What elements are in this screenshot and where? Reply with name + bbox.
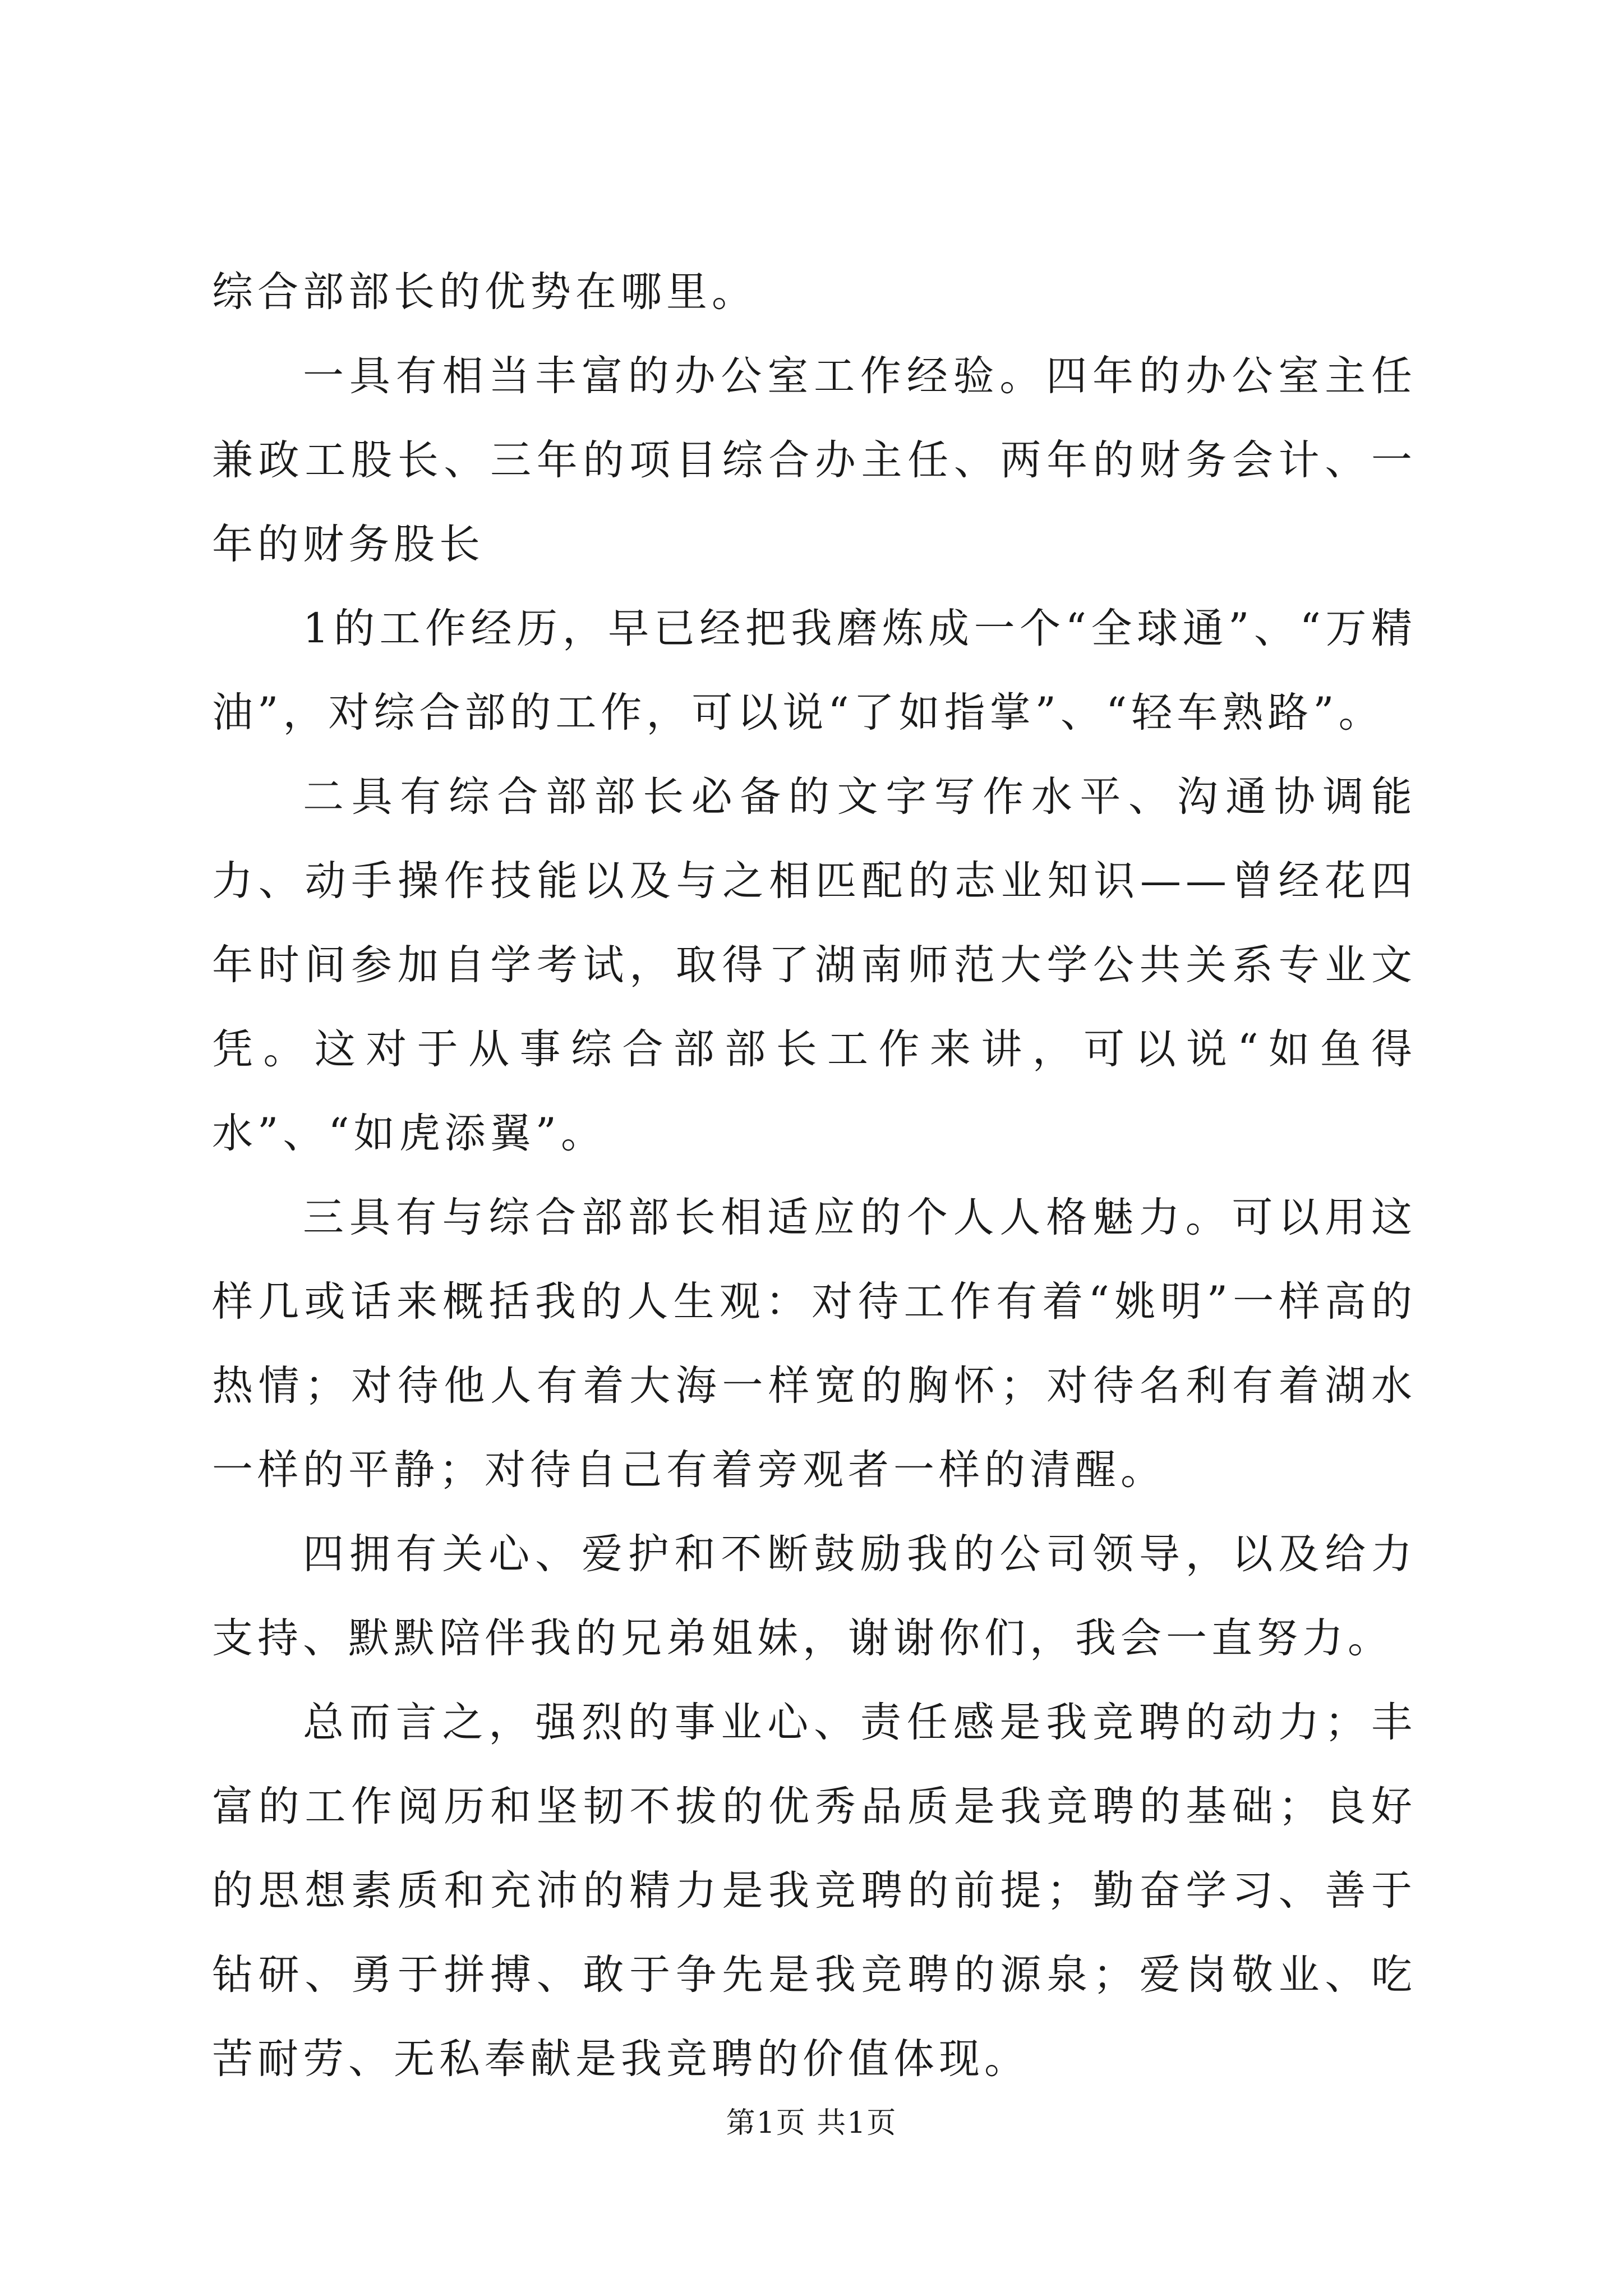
document-body xyxy=(212,250,1417,2101)
paragraph-1: 综合部部长的优势在哪里。 xyxy=(212,268,757,316)
paragraph-6: 四拥有关心、爱护和不断鼓励我的公司领导，以及给力支持、默默陪伴我的兄弟姐妹，谢谢你们，我会一直努力。 xyxy=(212,1530,1417,1662)
paragraph-3: 1的工作经历，早已经把我磨炼成一个“全球通”、“万精油”，对综合部的工作，可以说“了如指掌”、“轻车熟路”。 xyxy=(212,605,1417,737)
paragraph-5: 三具有与综合部部长相适应的个人人格魅力。可以用这样几或话来概括我的人生观：对待工作有着“姚明”一样高的热情；对待他人有着大海一样宽的胸怀；对待名利有着湖水一样的平静；对待自己有着旁观者一样的清醒。 xyxy=(212,1194,1417,1494)
paragraph-4: 二具有综合部部长必备的文字写作水平、沟通协调能力、动手操作技能以及与之相匹配的志业知识——曾经花四年时间参加自学考试，取得了湖南师范大学公共关系专业文凭。这对于从事综合部部长工作来讲，可以说“如鱼得水”、“如虎添翼”。 xyxy=(212,773,1417,1157)
paragraph-2: 一具有相当丰富的办公室工作经验。四年的办公室主任兼政工股长、三年的项目综合办主任、两年的财务会计、一年的财务股长 xyxy=(212,352,1417,568)
paragraph-7: 总而言之，强烈的事业心、责任感是我竞聘的动力；丰富的工作阅历和坚韧不拔的优秀品质是我竞聘的基础；良好的思想素质和充沛的精力是我竞聘的前提；勤奋学习、善于钻研、勇于拼搏、敢于争先是我竞聘的源泉；爱岗敬业、吃苦耐劳、无私奉献是我竞聘的价值体现。 xyxy=(212,1699,1417,2083)
page-footer: 第1页 共1页 xyxy=(726,2106,897,2140)
